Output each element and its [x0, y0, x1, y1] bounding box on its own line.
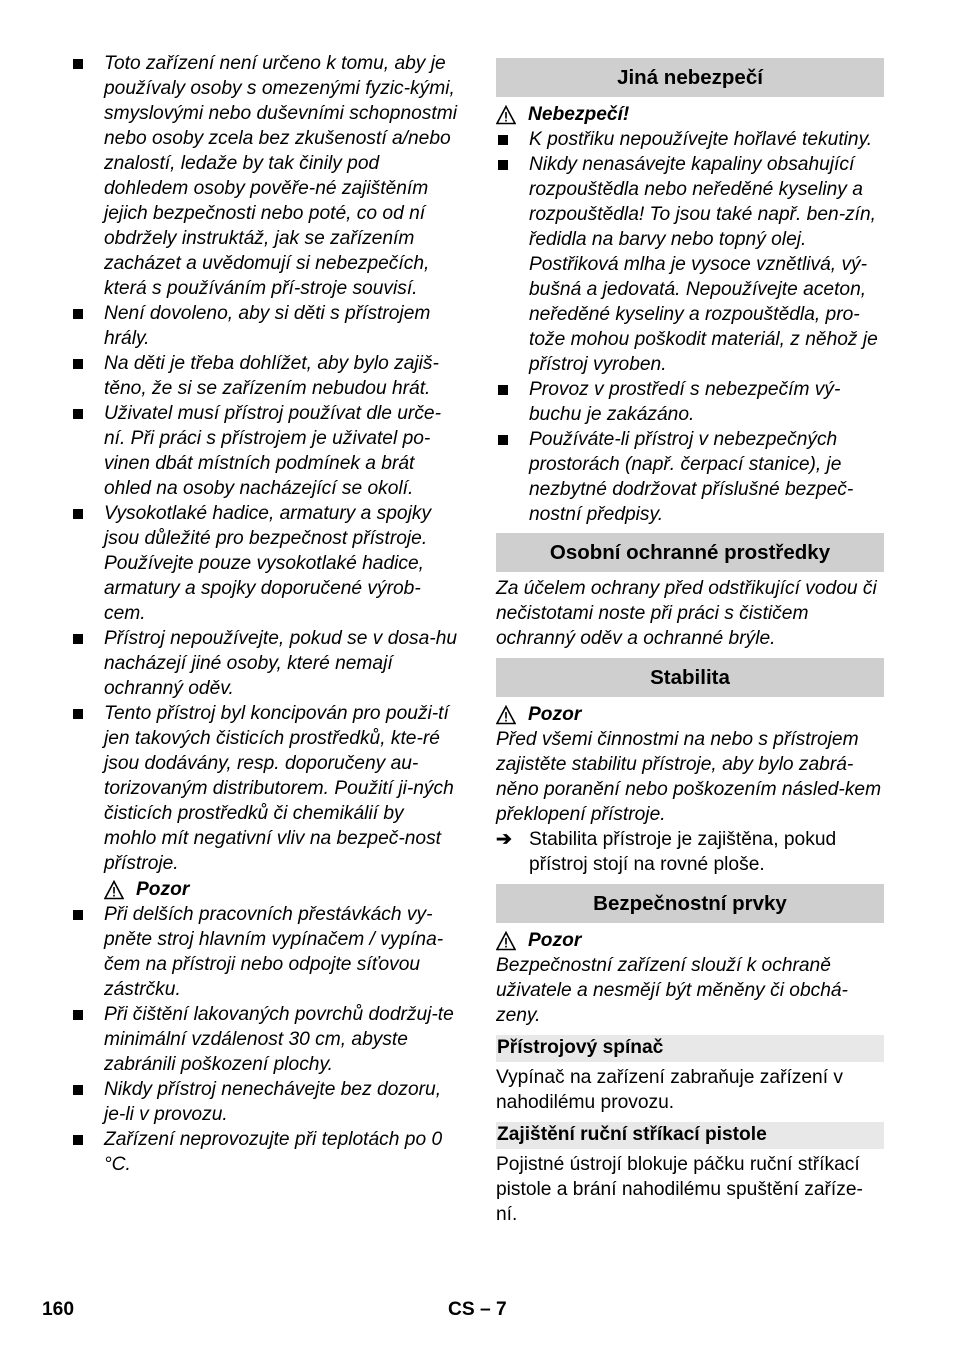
bullet-item	[496, 427, 884, 527]
stability-text: Před všemi činnostmi na nebo s přístrojem zajistěte stabilitu přístroje, aby bylo zabrá-něno poranění nebo poškozením násled-kem překlopení přístroje.	[496, 729, 882, 825]
heading-device-switch: Přístrojový spínač	[496, 1035, 884, 1062]
bullet-text: Provoz v prostředí s nebezpečím vý-buchu je zakázáno.	[529, 379, 841, 425]
square-bullet-icon	[73, 309, 83, 319]
lock-text: Pojistné ústrojí blokuje páčku ruční stříkací pistole a brání nahodilému spuštění zaříze-ní.	[496, 1154, 863, 1225]
square-bullet-icon	[73, 359, 83, 369]
bullet-item	[496, 152, 884, 377]
warning-label: Pozor	[136, 879, 190, 900]
square-bullet-icon	[73, 59, 83, 69]
page-number: 160	[42, 1299, 75, 1320]
bullet-item	[71, 51, 460, 301]
bullet-item	[496, 377, 884, 427]
heading-safety-features: Bezpečnostní prvky	[496, 884, 884, 923]
bullet-text: Není dovoleno, aby si děti s přístrojem hrály.	[104, 303, 431, 349]
left-top-bullet-list	[71, 51, 460, 876]
warning-triangle-icon	[104, 880, 124, 900]
square-bullet-icon	[73, 1085, 83, 1095]
bullet-item	[71, 501, 460, 626]
stability-result	[496, 827, 884, 877]
square-bullet-icon	[498, 435, 508, 445]
left-column	[71, 51, 460, 1177]
bullet-item	[71, 1077, 460, 1127]
bullet-text: Nikdy nenasávejte kapaliny obsahující rozpouštědla nebo neředěné kyseliny a rozpouštědla! To jsou také např. ben-zín, ředidla na barvy nebo topný olej. Postřiková mlha je vysoce vznětlivá, vý-bušná a jedovatá. Nepoužívejte aceton, neředěné kyseliny a rozpouštědla, pro-tože mohou poškodit materiál, z něhož je přístroj vyroben.	[529, 154, 878, 375]
switch-text: Vypínač na zařízení zabraňuje zařízení v nahodilému provozu.	[496, 1067, 843, 1113]
square-bullet-icon	[498, 135, 508, 145]
ppe-text: Za účelem ochrany před odstřikující vodou či nečistotami noste při práci s čističem ochranný oděv a ochranné brýle.	[496, 578, 877, 649]
bullet-item	[71, 701, 460, 876]
square-bullet-icon	[73, 409, 83, 419]
bullet-item	[71, 301, 460, 351]
safety-warning	[496, 928, 884, 953]
stability-warning	[496, 702, 884, 727]
stability-warning-label: Pozor	[528, 704, 582, 725]
heading-ppe: Osobní ochranné prostředky	[496, 533, 884, 572]
square-bullet-icon	[73, 910, 83, 920]
bullet-text: Uživatel musí přístroj používat dle urče-ní. Při práci s přístrojem je uživatel po-vinen dbát místních podmínek a brát ohled na osoby nacházející se okolí.	[104, 403, 441, 499]
bullet-item	[71, 1127, 460, 1177]
square-bullet-icon	[73, 634, 83, 644]
bullet-text: Při čištění lakovaných povrchů dodržuj-te minimální vzdálenost 30 cm, abyste zabránili poškození plochy.	[104, 1004, 454, 1075]
square-bullet-icon	[73, 1010, 83, 1020]
other-dangers-list	[496, 127, 884, 527]
bullet-text: Při delších pracovních přestávkách vy-pněte stroj hlavním vypínačem / vypína-čem na přístroji nebo odpojte síťovou zástrčku.	[104, 904, 444, 1000]
section-label: CS – 7	[448, 1299, 507, 1320]
danger-warning	[496, 102, 884, 127]
square-bullet-icon	[73, 1135, 83, 1145]
square-bullet-icon	[498, 385, 508, 395]
warning-triangle-icon	[496, 931, 516, 951]
safety-warning-label: Pozor	[528, 930, 582, 951]
bullet-item	[71, 401, 460, 501]
bullet-text: Vysokotlaké hadice, armatury a spojky jsou důležité pro bezpečnost přístroje. Používejte pouze vysokotlaké hadice, armatury a spojky doporučené výrob-cem.	[104, 503, 432, 624]
warning-triangle-icon	[496, 105, 516, 125]
bullet-text: Používáte-li přístroj v nebezpečných prostorách (např. čerpací stanice), je nezbytné dodržovat příslušné bezpeč-nostní předpisy.	[529, 429, 854, 525]
square-bullet-icon	[73, 509, 83, 519]
bullet-item	[71, 351, 460, 401]
square-bullet-icon	[498, 160, 508, 170]
bullet-text: Na děti je třeba dohlížet, aby bylo zajiš-těno, že si se zařízením nebudou hrát.	[104, 353, 439, 399]
arrow-right-icon: ➔	[496, 829, 513, 850]
heading-other-dangers: Jiná nebezpečí	[496, 58, 884, 97]
bullet-item	[496, 127, 884, 152]
heading-stability: Stabilita	[496, 658, 884, 697]
bullet-text: Nikdy přístroj nenechávejte bez dozoru, je-li v provozu.	[104, 1079, 442, 1125]
left-bottom-bullet-list	[71, 902, 460, 1177]
bullet-text: Zařízení neprovozujte při teplotách po 0 °C.	[104, 1129, 443, 1175]
bullet-item	[71, 902, 460, 1002]
square-bullet-icon	[73, 709, 83, 719]
safety-text: Bezpečnostní zařízení slouží k ochraně uživatele a nesmějí být měněny či obchá-zeny.	[496, 955, 848, 1026]
warning-triangle-icon	[496, 705, 516, 725]
stability-result-text: Stabilita přístroje je zajištěna, pokud přístroj stojí na rovné ploše.	[529, 829, 837, 875]
pozor-warning	[71, 877, 460, 902]
right-column	[496, 58, 884, 1227]
bullet-text: Přístroj nepoužívejte, pokud se v dosa-hu nacházejí jiné osoby, které nemají ochranný oděv.	[104, 628, 458, 699]
heading-gun-lock: Zajištění ruční stříkací pistole	[496, 1122, 884, 1149]
bullet-text: K postřiku nepoužívejte hořlavé tekutiny.	[529, 129, 873, 150]
bullet-item	[71, 1002, 460, 1077]
bullet-text: Toto zařízení není určeno k tomu, aby je používaly osoby s omezenými fyzic-kými, smyslovými nebo duševními schopnostmi nebo osoby zcela bez zkušeností a/nebo znalostí, ledaže by tak činily pod dohledem osoby pověře-né zajištěním jejich bezpečnosti nebo poté, co od ní obdržely instruktáž, jak se zařízením zacházet a uvědomují si nebezpečích, která s používáním pří-stroje souvisí.	[104, 53, 457, 299]
bullet-item	[71, 626, 460, 701]
danger-label: Nebezpečí!	[528, 104, 630, 125]
bullet-text: Tento přístroj byl koncipován pro použi-tí jen takových čisticích prostředků, kte-ré jsou dodávány, resp. doporučeny au-torizovaným distributorem. Použití ji-ných čisticích prostředků či chemikálií by mohlo mít negativní vliv na bezpeč-nost přístroje.	[104, 703, 454, 874]
